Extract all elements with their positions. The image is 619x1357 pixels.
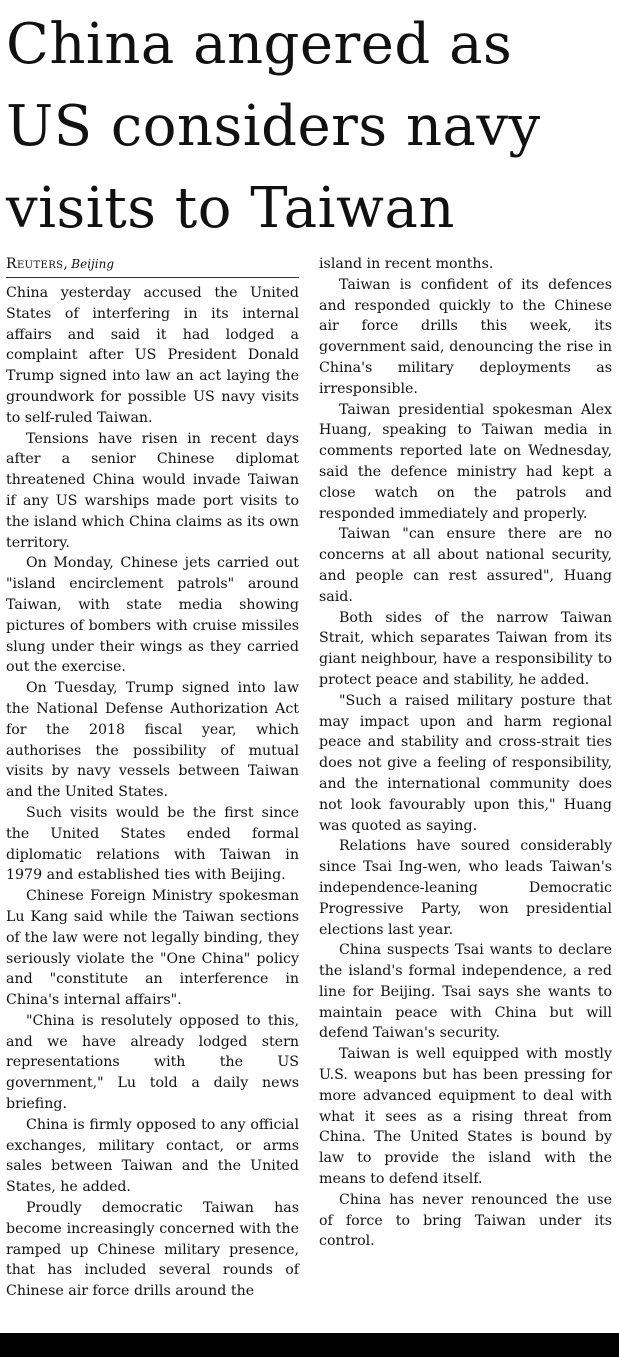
article-column-left xyxy=(6,254,299,1302)
paragraph: Chinese Foreign Ministry spokesman Lu Kang said while the Taiwan sections of the law were not legally binding, they seriously violate the "One China" policy and "constitute an interference in China's internal affairs". xyxy=(6,888,299,1009)
article-column-right xyxy=(319,254,612,1252)
paragraph: China has never renounced the use of force to bring Taiwan under its control. xyxy=(319,1191,612,1250)
paragraph: Both sides of the narrow Taiwan Strait, which separates Taiwan from its giant neighbour, have a responsibility to protect peace and stability, he added. xyxy=(319,609,612,688)
paragraph: "China is resolutely opposed to this, and we have already lodged stern representations with the US government," Lu told a daily news briefing. xyxy=(6,1012,299,1113)
paragraph: Relations have soured considerably since Tsai Ing-wen, who leads Taiwan's independence-leaning Democratic Progressive Party, won presidential elections last year. xyxy=(319,838,612,938)
paragraph: Taiwan "can ensure there are no concerns at all about national security, and people can rest assured", Huang said. xyxy=(319,526,612,605)
byline-city: Beijing xyxy=(71,257,115,271)
paragraph: Taiwan is confident of its defences and responded quickly to the Chinese air force drills this week, its government said, denouncing the rise in China's military deployments as irresponsible. xyxy=(319,276,612,397)
paragraph: China is firmly opposed to any official exchanges, military contact, or arms sales between Taiwan and the United States, he added. xyxy=(6,1116,299,1196)
paragraph: Taiwan is well equipped with mostly U.S. weapons but has been pressing for more advanced equipment to deal with what it sees as a rising threat from China. The United States is bound by law to provide the island with the means to defend itself. xyxy=(319,1046,612,1188)
paragraph: China suspects Tsai wants to declare the island's formal independence, a red line for Beijing. Tsai says she wants to maintain peace with China but will defend Taiwan's security. xyxy=(319,942,612,1042)
byline xyxy=(6,254,299,278)
paragraph: China yesterday accused the United States of interfering in its internal affairs and said it had lodged a complaint after US President Donald Trump signed into law an act laying the groundwork for possible US navy visits to self-ruled Taiwan. xyxy=(6,285,299,426)
headline: China angered as US considers navy visits to Taiwan xyxy=(6,12,541,241)
paragraph: Tensions have risen in recent days after a senior Chinese diplomat threatened China would invade Taiwan if any US warships made port visits to the island which China claims as its own territory. xyxy=(6,430,299,551)
paragraph: Such visits would be the first since the United States ended formal diplomatic relations with Taiwan in 1979 and established ties with Beijing. xyxy=(6,804,299,884)
paragraph: "Such a raised military posture that may impact upon and harm regional peace and stability and cross-strait ties does not give a feeling of responsibility, and the international community does not look favourably upon this," Huang was quoted as saying. xyxy=(319,692,612,834)
paragraph-continuation: island in recent months. xyxy=(319,256,494,272)
paragraph: Proudly democratic Taiwan has become increasingly concerned with the ramped up Chinese military presence, that has included several rounds of Chinese air force drills around the xyxy=(6,1200,299,1300)
bottom-bar xyxy=(0,1333,619,1357)
byline-agency: Reuters, xyxy=(6,256,69,272)
paragraph: Taiwan presidential spokesman Alex Huang, speaking to Taiwan media in comments reported late on Wednesday, said the defence ministry had kept a close watch on the patrols and responded immediately and properly. xyxy=(319,401,612,522)
paragraph: On Tuesday, Trump signed into law the National Defense Authorization Act for the 2018 fiscal year, which authorises the possibility of mutual visits by navy vessels between Taiwan and the United States. xyxy=(6,680,299,801)
paragraph: On Monday, Chinese jets carried out "island encirclement patrols" around Taiwan, with state media showing pictures of bombers with cruise missiles slung under their wings as they carried out the exercise. xyxy=(6,555,299,676)
